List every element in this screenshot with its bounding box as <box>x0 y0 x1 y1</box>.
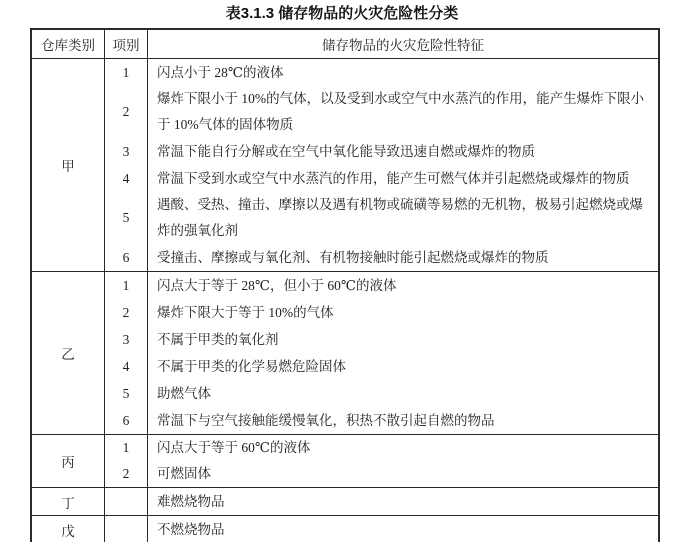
table-row <box>105 299 658 326</box>
item-text: 受撞击、摩擦或与氧化剂、有机物接触时能引起燃烧或爆炸的物质 <box>157 249 549 265</box>
item-text: 遇酸、受热、撞击、摩擦以及遇有机物或硫磺等易燃的无机物，极易引起燃烧或爆炸的强氧化剂 <box>157 197 643 238</box>
table-row <box>105 380 658 407</box>
section-jia <box>32 59 658 272</box>
table-row <box>105 435 658 461</box>
table-row <box>105 461 658 487</box>
section-items <box>105 272 658 434</box>
item-text: 不燃烧物品 <box>157 521 225 537</box>
table-header-row <box>32 30 658 59</box>
item-number: 3 <box>105 138 148 165</box>
col-header-item: 项别 <box>105 30 148 58</box>
col-header-feature: 储存物品的火灾危险性特征 <box>322 38 484 53</box>
item-number: 3 <box>105 326 148 353</box>
item-number: 1 <box>105 59 148 86</box>
table-row <box>105 516 658 542</box>
item-number: 5 <box>105 380 148 407</box>
table-row <box>105 86 658 138</box>
item-text: 可燃固体 <box>157 466 211 481</box>
section-items <box>105 435 658 487</box>
section-items <box>105 516 658 542</box>
table-row <box>105 165 658 192</box>
item-text: 闪点大于等于 60℃的液体 <box>157 440 311 455</box>
item-text: 爆炸下限小于 10%的气体，以及受到水或空气中水蒸汽的作用，能产生爆炸下限小于 10%气体的固体物质 <box>157 91 645 132</box>
category-label: 乙 <box>32 272 105 434</box>
fire-hazard-classification-table <box>30 28 660 542</box>
item-number: 1 <box>105 272 148 299</box>
table-row <box>105 353 658 380</box>
section-yi <box>32 272 658 435</box>
category-label: 甲 <box>32 59 105 271</box>
section-ding <box>32 488 658 516</box>
table-row <box>105 407 658 434</box>
item-text: 常温下与空气接触能缓慢氧化，积热不散引起自燃的物品 <box>157 412 495 428</box>
item-text: 爆炸下限大于等于 10%的气体 <box>157 304 334 320</box>
item-number: 5 <box>105 192 148 244</box>
item-number <box>105 488 148 515</box>
item-number: 6 <box>105 244 148 271</box>
item-text: 常温下受到水或空气中水蒸汽的作用，能产生可燃气体并引起燃烧或爆炸的物质 <box>157 170 630 186</box>
item-text: 闪点大于等于 28℃，但小于 60℃的液体 <box>157 277 397 293</box>
item-number: 2 <box>105 86 148 138</box>
table-row <box>105 272 658 299</box>
item-text: 常温下能自行分解或在空气中氧化能导致迅速自燃或爆炸的物质 <box>157 143 535 159</box>
item-number: 4 <box>105 165 148 192</box>
table-row <box>105 59 658 86</box>
item-number <box>105 516 148 542</box>
section-items <box>105 59 658 271</box>
table-title: 表3.1.3 储存物品的火灾危险性分类 <box>225 5 459 22</box>
item-text: 助燃气体 <box>157 385 211 401</box>
item-text: 闪点小于 28℃的液体 <box>157 64 284 80</box>
section-wu <box>32 516 658 542</box>
document-page <box>0 5 684 542</box>
item-text: 难燃烧物品 <box>157 493 225 509</box>
item-number: 2 <box>105 461 148 487</box>
item-number: 4 <box>105 353 148 380</box>
table-row <box>105 326 658 353</box>
item-number: 1 <box>105 435 148 461</box>
item-number: 2 <box>105 299 148 326</box>
section-bing <box>32 435 658 488</box>
table-row <box>105 192 658 244</box>
col-header-category: 仓库类别 <box>32 30 105 58</box>
section-items <box>105 488 658 515</box>
category-label: 戊 <box>32 516 105 542</box>
category-label: 丁 <box>32 488 105 515</box>
item-number: 6 <box>105 407 148 434</box>
item-text: 不属于甲类的氧化剂 <box>157 331 279 347</box>
item-text: 不属于甲类的化学易燃危险固体 <box>157 358 346 374</box>
category-label: 丙 <box>32 435 105 487</box>
table-row <box>105 244 658 271</box>
table-row <box>105 138 658 165</box>
table-row <box>105 488 658 515</box>
